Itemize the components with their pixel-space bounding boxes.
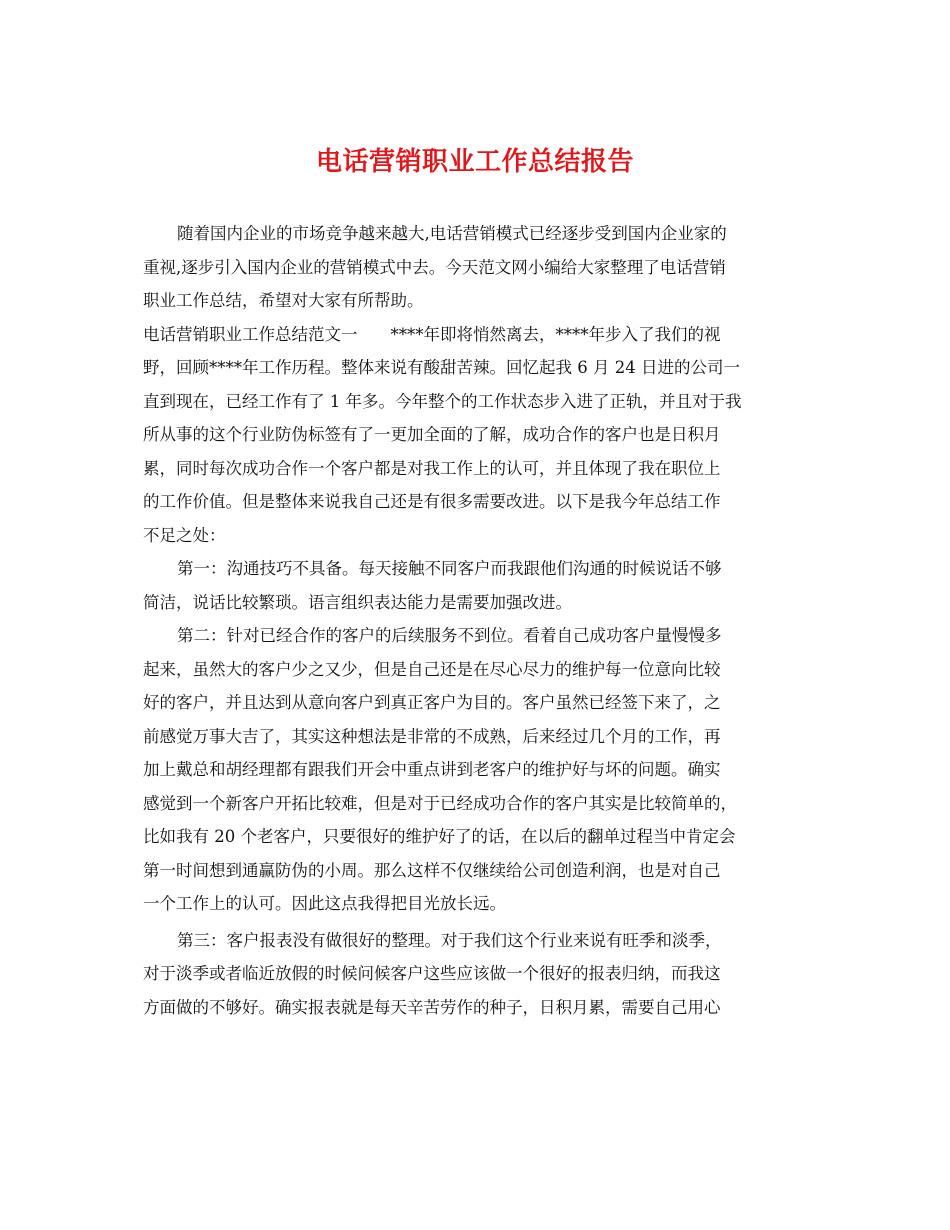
paragraph-line: 随着国内企业的市场竞争越来越大,电话营销模式已经逐步受到国内企业家的 [177,224,727,243]
paragraph-line: 方面做的不够好。确实报表就是每天辛苦劳作的种子，日积月累，需要自己用心 [143,997,721,1017]
paragraph-line: 累，同时每次成功合作一个客户都是对我工作上的认可，并且体现了我在职位上 [143,458,721,478]
paragraph-line: 野，回顾****年工作历程。整体来说有酸甜苦辣。回忆起我 6 月 24 日进的公司一 [143,358,740,377]
paragraph-line: 好的客户，并且达到从意向客户到真正客户为目的。客户虽然已经签下来了，之 [143,693,721,712]
paragraph-line: 第一时间想到通赢防伪的小周。那么这样不仅继续给公司创造利润，也是对自己 [143,860,721,880]
paragraph-line: 对于淡季或者临近放假的时候问候客户这些应该做一个很好的报表归纳，而我这 [143,964,721,983]
paragraph-line: 比如我有 20 个老客户，只要很好的维护好了的话，在以后的翻单过程当中肯定会 [143,827,736,846]
paragraph-line: 不足之处： [143,525,226,545]
paragraph-line: 重视,逐步引入国内企业的营销模式中去。今天范文网小编给大家整理了电话营销 [143,257,726,277]
document-title: 电话营销职业工作总结报告 [315,147,634,177]
paragraph-line: 第一：沟通技巧不具备。每天接触不同客户而我跟他们沟通的时候说话不够 [177,559,722,578]
paragraph-line: 的工作价值。但是整体来说我自己还是有很多需要改进。以下是我今年总结工作 [143,492,721,511]
paragraph-line: 起来，虽然大的客户少之又少，但是自己还是在尽心尽力的维护每一位意向比较 [143,659,721,679]
paragraph-line: 职业工作总结，希望对大家有所帮助。 [143,291,424,310]
paragraph-line: 一个工作上的认可。因此这点我得把目光放长远。 [143,894,506,913]
paragraph-line: 直到现在，已经工作有了 1 年多。今年整个的工作状态步入进了正轨，并且对于我 [143,391,742,411]
paragraph-line: 感觉到一个新客户开拓比较难，但是对于已经成功合作的客户其实是比较简单的， [143,793,737,813]
paragraph-line: 电话营销职业工作总结范文一 ****年即将悄然离去，****年步入了我们的视 [143,324,721,344]
document-body [143,217,813,1024]
paragraph-line: 加上戴总和胡经理都有跟我们开会中重点讲到老客户的维护好与坏的问题。确实 [143,760,721,779]
paragraph-line: 前感觉万事大吉了，其实这种想法是非常的不成熟，后来经过几个月的工作，再 [143,726,721,746]
paragraph-line: 第三：客户报表没有做很好的整理。对于我们这个行业来说有旺季和淡季， [177,930,722,950]
paragraph-line: 简洁，说话比较繁琐。语言组织表达能力是需要加强改进。 [143,592,572,612]
paragraph-line: 所从事的这个行业防伪标签有了一更加全面的了解，成功合作的客户也是日积月 [143,425,721,444]
paragraph-line: 第二：针对已经合作的客户的后续服务不到位。看着自己成功客户量慢慢多 [177,626,722,645]
